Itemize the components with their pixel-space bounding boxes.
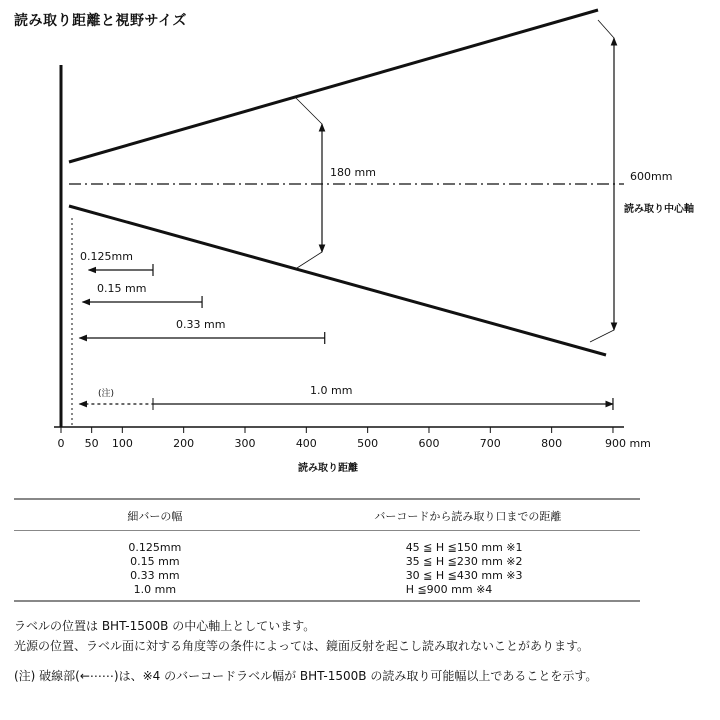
note-label-position: ラベルの位置は BHT-1500B の中心軸上としています。 xyxy=(14,619,316,633)
footnote-dashed-line: (注) 破線部(←⋯⋯)は、※4 のバーコードラベル幅が BHT-1500B の読み取り可能幅以上であることを示す。 xyxy=(14,669,598,683)
x-axis-ticks xyxy=(58,427,651,450)
x-tick-label: 800 xyxy=(541,437,563,450)
bar-range-label: 1.0 mm xyxy=(310,384,353,397)
bar-range-label: 0.125mm xyxy=(80,250,133,263)
range-cell: 35 ≦ H ≦230 mm ※2 xyxy=(405,555,523,568)
table-row xyxy=(14,555,640,569)
x-tick-label: 200 xyxy=(173,437,195,450)
table-row xyxy=(14,569,640,583)
bar-width-cell: 0.33 mm xyxy=(130,569,180,582)
table-row xyxy=(14,583,640,601)
x-tick-label: 500 xyxy=(357,437,379,450)
bar-note-label: (注) xyxy=(98,389,115,399)
bar-width-cell: 1.0 mm xyxy=(14,583,296,601)
table-row xyxy=(14,531,640,556)
bar-width-cell: 0.15 mm xyxy=(130,555,180,568)
x-tick-label: 400 xyxy=(295,437,317,450)
dimension-600-label: 600mm xyxy=(630,170,673,183)
dimension-180-label: 180 mm xyxy=(330,166,376,179)
note-specular-reflection: 光源の位置、ラベル面に対する角度等の条件によっては、鏡面反射を起こし読み取れないことがあります。 xyxy=(14,639,590,653)
dimension-180-leader-bottom xyxy=(297,252,322,268)
range-cell: H ≦900 mm ※4 xyxy=(296,583,640,601)
center-axis-label: 読み取り中心軸 xyxy=(624,204,694,215)
x-tick-label: 50 xyxy=(84,437,99,450)
spec-table-header xyxy=(14,499,640,531)
bar-range-label: 0.33 mm xyxy=(176,318,226,331)
bar-ranges xyxy=(79,250,613,410)
bar-width-cell: 0.125mm xyxy=(128,541,182,554)
header-distance: バーコードから読み取り口までの距離 xyxy=(296,499,640,531)
dimension-600-leader-top xyxy=(598,20,614,38)
x-tick-label: 100 xyxy=(111,437,133,450)
x-tick-label: 600 xyxy=(418,437,440,450)
spec-table xyxy=(14,498,640,602)
x-tick-label: 900 mm xyxy=(604,437,651,450)
range-cell: 45 ≦ H ≦150 mm ※1 xyxy=(405,541,523,554)
x-axis-label: 読み取り距離 xyxy=(298,463,358,474)
field-upper-boundary xyxy=(69,10,598,162)
x-tick-label: 700 xyxy=(479,437,501,450)
page-title: 読み取り距離と視野サイズ xyxy=(14,13,187,29)
x-tick-label: 300 xyxy=(234,437,256,450)
dimension-180-leader-top xyxy=(296,98,322,124)
field-lower-boundary xyxy=(69,206,606,355)
range-cell: 30 ≦ H ≦430 mm ※3 xyxy=(405,569,523,582)
notes xyxy=(14,616,714,686)
header-bar-width: 細バーの幅 xyxy=(14,499,296,531)
bar-range-label: 0.15 mm xyxy=(97,282,147,295)
dimension-600-leader-bottom xyxy=(590,330,614,342)
x-tick-label: 0 xyxy=(57,437,65,450)
